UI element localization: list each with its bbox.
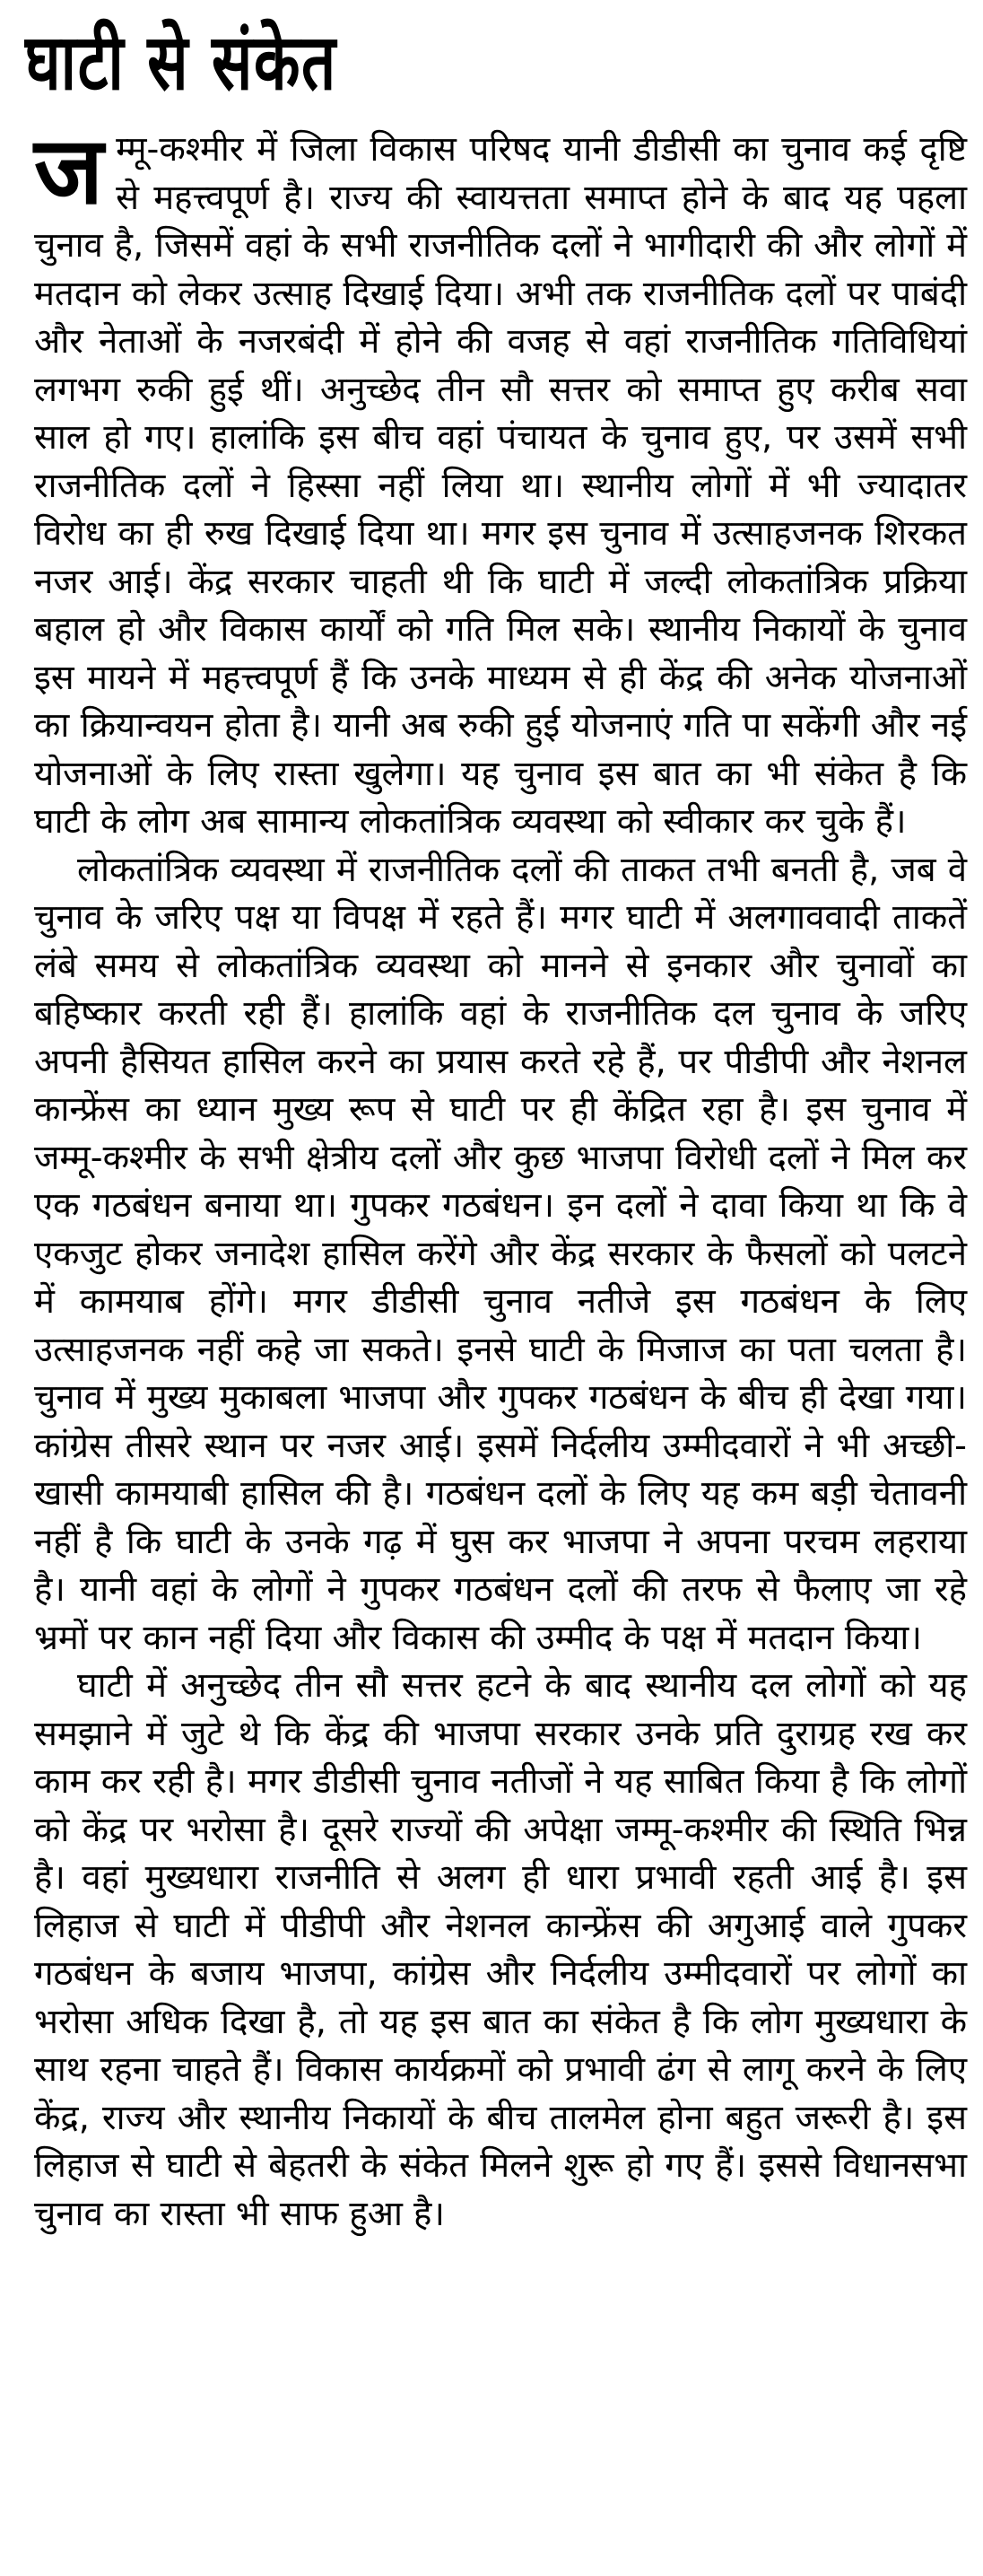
drop-cap: ज — [34, 116, 104, 225]
paragraph-1 — [34, 116, 967, 846]
article-body — [34, 116, 967, 2238]
headline: घाटी से संकेत — [25, 18, 337, 108]
paragraph-2: लोकतांत्रिक व्यवस्था में राजनीतिक दलों की ताकत तभी बनती है, जब वे चुनाव के जरिए पक्ष या विपक्ष में रहते हैं। मगर घाटी में अलगाववादी ताकतें लंबे समय से लोकतांत्रिक व्यवस्था को मानने से इनकार और चुनावों का बहिष्कार करती रही हैं। हालांकि वहां के राजनीतिक दल चुनाव के जरिए अपनी हैसियत हासिल करने का प्रयास करते रहे हैं, पर पीडीपी और नेशनल कान्फ्रेंस का ध्यान मुख्य रूप से घाटी पर ही केंद्रित रहा है। इस चुनाव में जम्मू-कश्मीर के सभी क्षेत्रीय दलों और कुछ भाजपा विरोधी दलों ने मिल कर एक गठबंधन बनाया था। गुपकर गठबंधन। इन दलों ने दावा किया था कि वे एकजुट होकर जनादेश हासिल करेंगे और केंद्र सरकार के फैसलों को पलटने में कामयाब होंगे। मगर डीडीसी चुनाव नतीजे इस गठबंधन के लिए उत्साहजनक नहीं कहे जा सकते। इनसे घाटी के मिजाज का पता चलता है। चुनाव में मुख्य मुकाबला भाजपा और गुपकर गठबंधन के बीच ही देखा गया। कांग्रेस तीसरे स्थान पर नजर आई। इसमें निर्दलीय उम्मीदवारों ने भी अच्छी-खासी कामयाबी हासिल की है। गठबंधन दलों के लिए यह कम बड़ी चेतावनी नहीं है कि घाटी के उनके गढ़ में घुस कर भाजपा ने अपना परचम लहराया है। यानी वहां के लोगों ने गुपकर गठबंधन दलों की तरफ से फैलाए जा रहे भ्रमों पर कान नहीं दिया और विकास की उम्मीद के पक्ष में मतदान किया। — [34, 849, 967, 1658]
paragraph-1-text: म्मू-कश्मीर में जिला विकास परिषद यानी डीडीसी का चुनाव कई दृष्टि से महत्त्वपूर्ण है। राज्य की स्वायत्तता समाप्त होने के बाद यह पहला चुनाव है, जिसमें वहां के सभी राजनीतिक दलों ने भागीदारी की और लोगों में मतदान को लेकर उत्साह दिखाई दिया। अभी तक राजनीतिक दलों पर पाबंदी और नेताओं के नजरबंदी में होने की वजह से वहां राजनीतिक गतिविधियां लगभग रुकी हुई थीं। अनुच्छेद तीन सौ सत्तर को समाप्त हुए करीब सवा साल हो गए। हालांकि इस बीच वहां पंचायत के चुनाव हुए, पर उसमें सभी राजनीतिक दलों ने हिस्सा नहीं लिया था। स्थानीय लोगों में भी ज्यादातर विरोध का ही रुख दिखाई दिया था। मगर इस चुनाव में उत्साहजनक शिरकत नजर आई। केंद्र सरकार चाहती थी कि घाटी में जल्दी लोकतांत्रिक प्रक्रिया बहाल हो और विकास कार्यों को गति मिल सके। स्थानीय निकायों के चुनाव इस मायने में महत्त्वपूर्ण हैं कि उनके माध्यम से ही केंद्र की अनेक योजनाओं का क्रियान्वयन होता है। यानी अब रुकी हुई योजनाएं गति पा सकेंगी और नई योजनाओं के लिए रास्ता खुलेगा। यह चुनाव इस बात का भी संकेत है कि घाटी के लोग अब सामान्य लोकतांत्रिक व्यवस्था को स्वीकार कर चुके हैं। — [34, 129, 967, 842]
paragraph-3: घाटी में अनुच्छेद तीन सौ सत्तर हटने के बाद स्थानीय दल लोगों को यह समझाने में जुटे थे कि केंद्र की भाजपा सरकार उनके प्रति दुराग्रह रख कर काम कर रही है। मगर डीडीसी चुनाव नतीजों ने यह साबित किया है कि लोगों को केंद्र पर भरोसा है। दूसरे राज्यों की अपेक्षा जम्मू-कश्मीर की स्थिति भिन्न है। वहां मुख्यधारा राजनीति से अलग ही धारा प्रभावी रहती आई है। इस लिहाज से घाटी में पीडीपी और नेशनल कान्फ्रेंस की अगुआई वाले गुपकर गठबंधन के बजाय भाजपा, कांग्रेस और निर्दलीय उम्मीदवारों पर लोगों का भरोसा अधिक दिखा है, तो यह इस बात का संकेत है कि लोग मुख्यधारा के साथ रहना चाहते हैं। विकास कार्यक्रमों को प्रभावी ढंग से लागू करने के लिए केंद्र, राज्य और स्थानीय निकायों के बीच तालमेल होना बहुत जरूरी है। इस लिहाज से घाटी से बेहतरी के संकेत मिलने शुरू हो गए हैं। इससे विधानसभा चुनाव का रास्ता भी साफ हुआ है। — [34, 1665, 967, 2234]
